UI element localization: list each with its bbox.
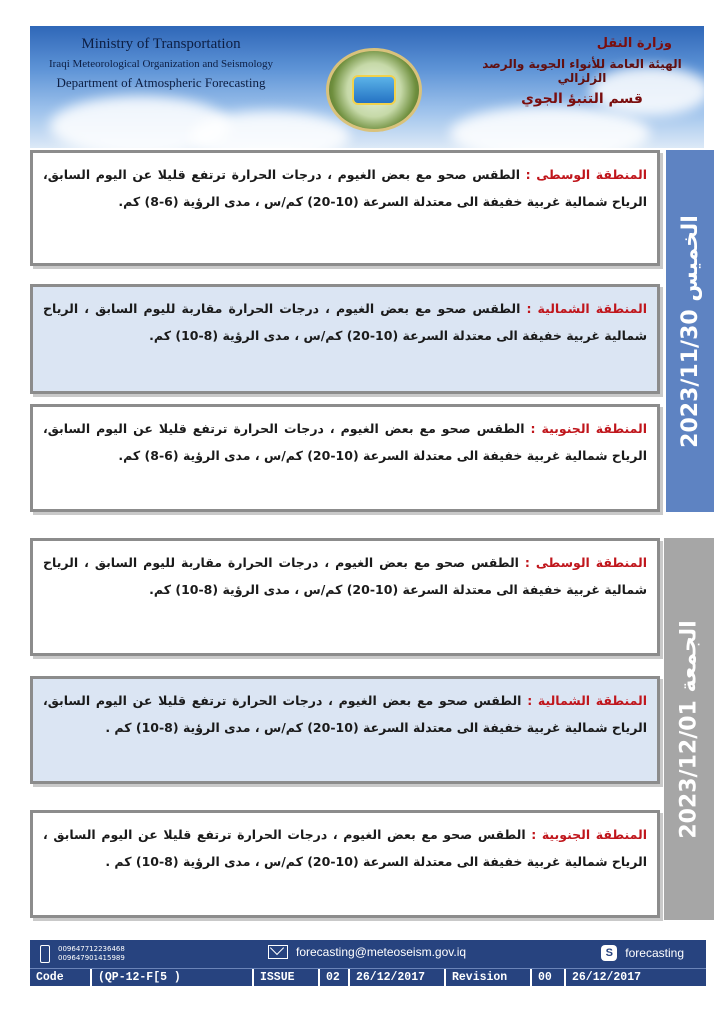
revision-date: 26/12/2017 — [572, 971, 642, 984]
skype-handle: forecasting — [625, 946, 684, 960]
forecast-box-central — [30, 538, 660, 656]
forecast-text: الطقس صحو مع بعض الغيوم ، درجات الحرارة ترتفع قليلا عن اليوم السابق ، الرياح شمالية غربية خفيفة الى معتدلة السرعة (10-20) كم/س ، مدى الرؤية (8-10) كم . — [43, 827, 647, 869]
forecast-text: الطقس صحو مع بعض الغيوم ، درجات الحرارة ترتفع قليلا عن اليوم السابق، الرياح شمالية غربية خفيفة الى معتدلة السرعة (10-20) كم/س ، مدى الرؤية (6-8) كم. — [43, 421, 647, 463]
department-name-en: Department of Atmospheric Forecasting — [56, 75, 266, 90]
contact-bar — [30, 940, 706, 968]
english-letterhead — [36, 36, 286, 91]
forecast-box-south — [30, 404, 660, 512]
issue-date: 26/12/2017 — [350, 969, 446, 986]
code-label: Code — [30, 969, 92, 986]
day-label-band — [664, 538, 714, 920]
mail-icon — [268, 945, 288, 959]
letterhead-banner — [30, 26, 704, 148]
ministry-name-en: Ministry of Transportation — [81, 36, 241, 52]
phone-number: 009647712236468 — [58, 945, 125, 953]
region-label: المنطقة الشمالية : — [526, 301, 647, 316]
issue-label: ISSUE — [254, 969, 320, 986]
region-label: المنطقة الجنوبية : — [530, 421, 647, 436]
email-address[interactable]: forecasting@meteoseism.gov.iq — [296, 945, 467, 959]
organization-name-en: Iraqi Meteorological Organization and Seismology — [48, 58, 274, 70]
revision-number: 00 — [532, 969, 566, 986]
code-value: (QP-12-F[5 ) — [92, 969, 254, 986]
issue-number: 02 — [320, 969, 350, 986]
skype-icon: S — [601, 945, 617, 961]
skype-contact — [601, 945, 684, 961]
forecast-box-south — [30, 810, 660, 918]
revision-label: Revision — [446, 969, 532, 986]
phone-numbers — [58, 945, 125, 963]
document-control-bar — [30, 968, 706, 986]
phone-number: 009647901415989 — [58, 954, 125, 962]
forecast-box-north — [30, 676, 660, 784]
forecast-text: الطقس صحو مع بعض الغيوم ، درجات الحرارة ترتفع قليلا عن اليوم السابق، الرياح شمالية غربية خفيفة الى معتدلة السرعة (10-20) كم/س ، مدى الرؤية (6-8) كم. — [43, 167, 647, 209]
logo-emblem-icon — [352, 75, 396, 105]
ministry-name-ar: وزارة النقل — [596, 36, 672, 51]
forecast-text: الطقس صحو مع بعض الغيوم ، درجات الحرارة ترتفع قليلا عن اليوم السابق، الرياح شمالية غربية خفيفة الى معتدلة السرعة (10-20) كم/س ، مدى الرؤية (8-10) كم . — [43, 693, 647, 735]
email-contact — [268, 945, 466, 959]
phone-icon — [40, 945, 50, 963]
day-date-label: الخميس 2023/11/30 — [677, 214, 703, 448]
region-label: المنطقة الجنوبية : — [531, 827, 647, 842]
region-label: المنطقة الشمالية : — [527, 693, 647, 708]
organization-logo — [326, 48, 422, 132]
region-label: المنطقة الوسطى : — [525, 167, 647, 182]
forecast-text: الطقس صحو مع بعض الغيوم ، درجات الحرارة مقاربة لليوم السابق ، الرياح شمالية غربية خفيفة الى معتدلة السرعة (10-20) كم/س ، مدى الرؤية (8-10) كم. — [43, 301, 647, 343]
forecast-box-north — [30, 284, 660, 394]
forecast-box-central — [30, 150, 660, 266]
day-date-label: الجمعة 2023/12/01 — [676, 619, 702, 839]
organization-name-ar: الهيئة العامة للأنواء الجوية والرصد الزلزالي — [482, 57, 682, 85]
forecast-text: الطقس صحو مع بعض الغيوم ، درجات الحرارة مقاربة لليوم السابق ، الرياح شمالية غربية خفيفة الى معتدلة السرعة (10-20) كم/س ، مدى الرؤية (8-10) كم. — [43, 555, 647, 597]
arabic-letterhead — [472, 36, 692, 107]
region-label: المنطقة الوسطى : — [524, 555, 647, 570]
department-name-ar: قسم التنبؤ الجوي — [521, 91, 643, 107]
day-label-band — [666, 150, 714, 512]
